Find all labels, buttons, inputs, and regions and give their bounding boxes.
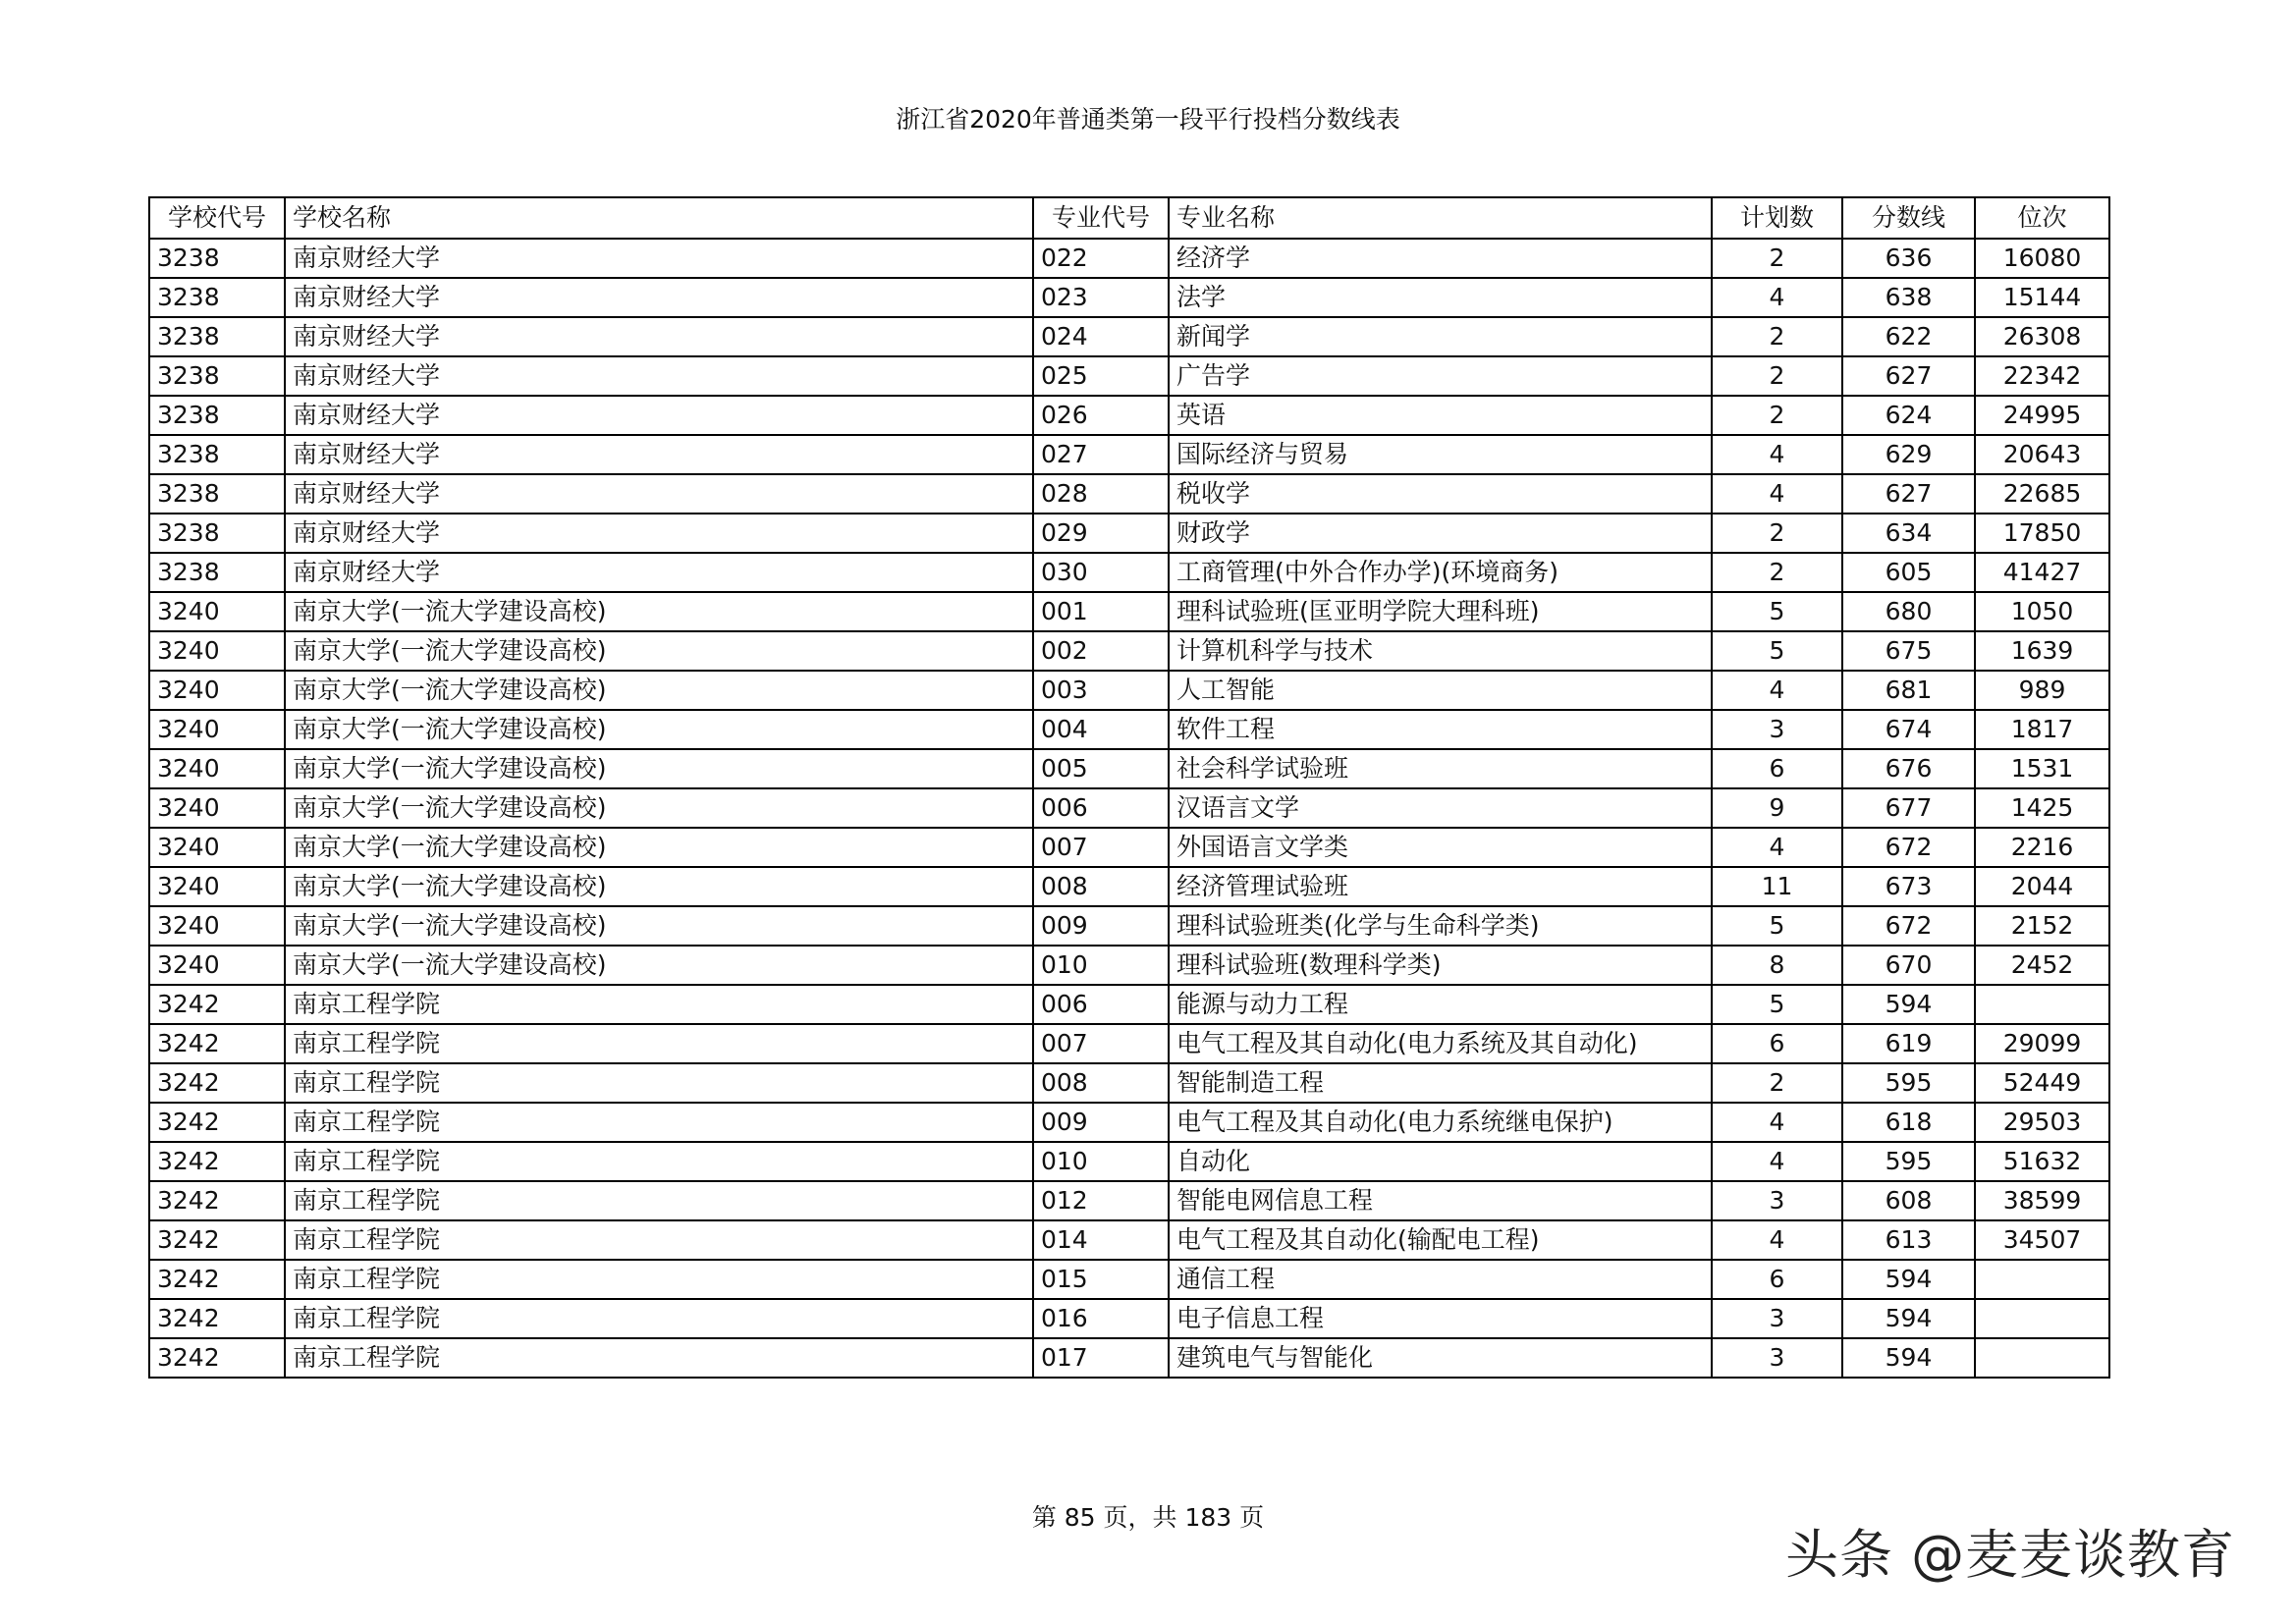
cell-score: 674 (1842, 710, 1975, 749)
cell-plan: 4 (1712, 435, 1842, 474)
cell-rank (1975, 1338, 2109, 1378)
cell-school-name: 南京工程学院 (285, 1299, 1033, 1338)
cell-plan: 4 (1712, 474, 1842, 514)
table-row (149, 788, 2109, 828)
table-row (149, 1063, 2109, 1103)
cell-plan: 2 (1712, 514, 1842, 553)
table-row (149, 553, 2109, 592)
table-row (149, 514, 2109, 553)
cell-school-code: 3240 (149, 592, 285, 631)
page-footer: 第 85 页，共 183 页 (1031, 1503, 1265, 1532)
cell-school-code: 3238 (149, 435, 285, 474)
header-major-name: 专业名称 (1169, 197, 1712, 239)
cell-school-name: 南京工程学院 (285, 1338, 1033, 1378)
cell-plan: 4 (1712, 671, 1842, 710)
cell-rank: 51632 (1975, 1142, 2109, 1181)
header-row (149, 197, 2109, 239)
cell-score: 675 (1842, 631, 1975, 671)
cell-plan: 4 (1712, 828, 1842, 867)
cell-school-code: 3242 (149, 1142, 285, 1181)
cell-school-code: 3242 (149, 1338, 285, 1378)
cell-score: 618 (1842, 1103, 1975, 1142)
cell-score: 672 (1842, 828, 1975, 867)
cell-major-code: 012 (1033, 1181, 1169, 1220)
cell-rank (1975, 1260, 2109, 1299)
table-row (149, 985, 2109, 1024)
cell-school-code: 3240 (149, 788, 285, 828)
cell-score: 594 (1842, 985, 1975, 1024)
cell-plan: 3 (1712, 1181, 1842, 1220)
cell-school-code: 3242 (149, 1299, 285, 1338)
cell-rank: 1817 (1975, 710, 2109, 749)
cell-rank: 1425 (1975, 788, 2109, 828)
cell-rank: 20643 (1975, 435, 2109, 474)
cell-rank: 52449 (1975, 1063, 2109, 1103)
cell-plan: 3 (1712, 1338, 1842, 1378)
table-row (149, 1260, 2109, 1299)
cell-major-code: 003 (1033, 671, 1169, 710)
cell-rank: 34507 (1975, 1220, 2109, 1260)
cell-major-code: 027 (1033, 435, 1169, 474)
cell-rank: 2452 (1975, 946, 2109, 985)
cell-major-name: 电子信息工程 (1169, 1299, 1712, 1338)
cell-school-name: 南京大学(一流大学建设高校) (285, 749, 1033, 788)
cell-school-code: 3242 (149, 1063, 285, 1103)
cell-school-code: 3240 (149, 631, 285, 671)
cell-school-name: 南京财经大学 (285, 553, 1033, 592)
cell-score: 622 (1842, 317, 1975, 356)
cell-school-name: 南京财经大学 (285, 435, 1033, 474)
cell-score: 672 (1842, 906, 1975, 946)
cell-school-code: 3242 (149, 985, 285, 1024)
table-row (149, 435, 2109, 474)
cell-school-code: 3238 (149, 356, 285, 396)
cell-school-name: 南京工程学院 (285, 1220, 1033, 1260)
header-rank: 位次 (1975, 197, 2109, 239)
cell-major-name: 汉语言文学 (1169, 788, 1712, 828)
cell-school-code: 3240 (149, 867, 285, 906)
cell-score: 638 (1842, 278, 1975, 317)
cell-school-name: 南京财经大学 (285, 317, 1033, 356)
cell-school-code: 3238 (149, 474, 285, 514)
cell-major-code: 009 (1033, 906, 1169, 946)
cell-school-name: 南京财经大学 (285, 514, 1033, 553)
cell-plan: 4 (1712, 1142, 1842, 1181)
cell-school-name: 南京工程学院 (285, 1181, 1033, 1220)
cell-rank: 989 (1975, 671, 2109, 710)
cell-major-code: 008 (1033, 867, 1169, 906)
cell-school-name: 南京大学(一流大学建设高校) (285, 710, 1033, 749)
table-row (149, 631, 2109, 671)
cell-score: 676 (1842, 749, 1975, 788)
cell-score: 594 (1842, 1299, 1975, 1338)
cell-major-name: 税收学 (1169, 474, 1712, 514)
cell-school-code: 3240 (149, 946, 285, 985)
cell-school-name: 南京大学(一流大学建设高校) (285, 788, 1033, 828)
cell-major-name: 理科试验班类(化学与生命科学类) (1169, 906, 1712, 946)
cell-rank (1975, 985, 2109, 1024)
table-row (149, 671, 2109, 710)
cell-major-code: 004 (1033, 710, 1169, 749)
cell-plan: 2 (1712, 1063, 1842, 1103)
cell-plan: 8 (1712, 946, 1842, 985)
table-row (149, 474, 2109, 514)
cell-plan: 9 (1712, 788, 1842, 828)
cell-major-name: 法学 (1169, 278, 1712, 317)
cell-major-code: 025 (1033, 356, 1169, 396)
cell-major-code: 005 (1033, 749, 1169, 788)
cell-rank: 15144 (1975, 278, 2109, 317)
cell-school-name: 南京工程学院 (285, 1260, 1033, 1299)
cell-school-name: 南京财经大学 (285, 356, 1033, 396)
cell-major-code: 001 (1033, 592, 1169, 631)
table-row (149, 592, 2109, 631)
cell-rank: 22685 (1975, 474, 2109, 514)
cell-major-name: 经济学 (1169, 239, 1712, 278)
cell-major-code: 015 (1033, 1260, 1169, 1299)
cell-plan: 5 (1712, 592, 1842, 631)
cell-rank: 2044 (1975, 867, 2109, 906)
cell-school-name: 南京大学(一流大学建设高校) (285, 828, 1033, 867)
cell-school-code: 3238 (149, 317, 285, 356)
score-table (148, 196, 2110, 1379)
header-school-code: 学校代号 (149, 197, 285, 239)
cell-school-name: 南京财经大学 (285, 474, 1033, 514)
cell-score: 624 (1842, 396, 1975, 435)
table-body (149, 239, 2109, 1378)
cell-school-name: 南京工程学院 (285, 1024, 1033, 1063)
cell-major-code: 006 (1033, 985, 1169, 1024)
cell-major-code: 029 (1033, 514, 1169, 553)
cell-major-name: 人工智能 (1169, 671, 1712, 710)
header-school-name: 学校名称 (285, 197, 1033, 239)
table-row (149, 1220, 2109, 1260)
cell-rank: 29099 (1975, 1024, 2109, 1063)
cell-plan: 5 (1712, 985, 1842, 1024)
cell-score: 608 (1842, 1181, 1975, 1220)
cell-school-name: 南京工程学院 (285, 1142, 1033, 1181)
cell-plan: 6 (1712, 749, 1842, 788)
cell-major-name: 电气工程及其自动化(电力系统及其自动化) (1169, 1024, 1712, 1063)
cell-plan: 6 (1712, 1260, 1842, 1299)
cell-school-code: 3242 (149, 1181, 285, 1220)
cell-rank: 17850 (1975, 514, 2109, 553)
cell-school-name: 南京工程学院 (285, 985, 1033, 1024)
header-plan: 计划数 (1712, 197, 1842, 239)
cell-plan: 2 (1712, 317, 1842, 356)
table-row (149, 1142, 2109, 1181)
cell-school-name: 南京大学(一流大学建设高校) (285, 867, 1033, 906)
cell-major-name: 通信工程 (1169, 1260, 1712, 1299)
cell-school-code: 3240 (149, 906, 285, 946)
cell-rank (1975, 1299, 2109, 1338)
table-row (149, 710, 2109, 749)
cell-score: 636 (1842, 239, 1975, 278)
cell-score: 681 (1842, 671, 1975, 710)
table-row (149, 1103, 2109, 1142)
cell-major-name: 广告学 (1169, 356, 1712, 396)
cell-major-code: 009 (1033, 1103, 1169, 1142)
cell-school-code: 3238 (149, 514, 285, 553)
cell-major-code: 008 (1033, 1063, 1169, 1103)
cell-major-name: 计算机科学与技术 (1169, 631, 1712, 671)
cell-plan: 6 (1712, 1024, 1842, 1063)
cell-major-code: 014 (1033, 1220, 1169, 1260)
cell-school-code: 3240 (149, 749, 285, 788)
cell-major-name: 社会科学试验班 (1169, 749, 1712, 788)
cell-major-name: 智能制造工程 (1169, 1063, 1712, 1103)
cell-major-name: 工商管理(中外合作办学)(环境商务) (1169, 553, 1712, 592)
cell-plan: 3 (1712, 1299, 1842, 1338)
cell-score: 670 (1842, 946, 1975, 985)
cell-school-code: 3242 (149, 1220, 285, 1260)
cell-plan: 2 (1712, 356, 1842, 396)
cell-score: 627 (1842, 356, 1975, 396)
cell-plan: 3 (1712, 710, 1842, 749)
cell-school-name: 南京大学(一流大学建设高校) (285, 631, 1033, 671)
cell-major-code: 028 (1033, 474, 1169, 514)
table-row (149, 278, 2109, 317)
cell-score: 595 (1842, 1063, 1975, 1103)
cell-school-name: 南京大学(一流大学建设高校) (285, 906, 1033, 946)
cell-major-code: 007 (1033, 828, 1169, 867)
cell-major-code: 006 (1033, 788, 1169, 828)
cell-school-name: 南京工程学院 (285, 1063, 1033, 1103)
cell-plan: 5 (1712, 631, 1842, 671)
cell-plan: 4 (1712, 1103, 1842, 1142)
cell-plan: 4 (1712, 278, 1842, 317)
cell-major-name: 建筑电气与智能化 (1169, 1338, 1712, 1378)
cell-score: 594 (1842, 1338, 1975, 1378)
cell-rank: 2152 (1975, 906, 2109, 946)
cell-rank: 38599 (1975, 1181, 2109, 1220)
cell-major-code: 016 (1033, 1299, 1169, 1338)
cell-rank: 1639 (1975, 631, 2109, 671)
cell-major-code: 022 (1033, 239, 1169, 278)
table-row (149, 239, 2109, 278)
cell-school-code: 3238 (149, 396, 285, 435)
cell-plan: 5 (1712, 906, 1842, 946)
cell-major-code: 024 (1033, 317, 1169, 356)
cell-score: 627 (1842, 474, 1975, 514)
watermark: 头条 @麦麦谈教育 (1785, 1524, 2236, 1586)
cell-school-code: 3238 (149, 278, 285, 317)
cell-school-name: 南京大学(一流大学建设高校) (285, 946, 1033, 985)
cell-major-code: 010 (1033, 946, 1169, 985)
cell-school-code: 3240 (149, 710, 285, 749)
cell-plan: 4 (1712, 1220, 1842, 1260)
cell-rank: 1050 (1975, 592, 2109, 631)
cell-rank: 2216 (1975, 828, 2109, 867)
table-row (149, 1299, 2109, 1338)
cell-plan: 2 (1712, 239, 1842, 278)
cell-major-name: 电气工程及其自动化(输配电工程) (1169, 1220, 1712, 1260)
cell-major-name: 理科试验班(匡亚明学院大理科班) (1169, 592, 1712, 631)
cell-score: 629 (1842, 435, 1975, 474)
cell-rank: 24995 (1975, 396, 2109, 435)
cell-school-code: 3240 (149, 671, 285, 710)
header-score: 分数线 (1842, 197, 1975, 239)
table-row (149, 1024, 2109, 1063)
table-row (149, 1338, 2109, 1378)
table-row (149, 828, 2109, 867)
table-row (149, 867, 2109, 906)
cell-school-name: 南京工程学院 (285, 1103, 1033, 1142)
cell-school-code: 3242 (149, 1260, 285, 1299)
cell-school-code: 3240 (149, 828, 285, 867)
cell-score: 605 (1842, 553, 1975, 592)
cell-score: 594 (1842, 1260, 1975, 1299)
cell-major-name: 自动化 (1169, 1142, 1712, 1181)
cell-major-name: 软件工程 (1169, 710, 1712, 749)
cell-major-name: 外国语言文学类 (1169, 828, 1712, 867)
cell-score: 613 (1842, 1220, 1975, 1260)
cell-rank: 29503 (1975, 1103, 2109, 1142)
cell-plan: 2 (1712, 553, 1842, 592)
table-row (149, 946, 2109, 985)
cell-major-name: 国际经济与贸易 (1169, 435, 1712, 474)
cell-rank: 22342 (1975, 356, 2109, 396)
cell-rank: 41427 (1975, 553, 2109, 592)
cell-major-code: 030 (1033, 553, 1169, 592)
cell-major-code: 017 (1033, 1338, 1169, 1378)
table-header (149, 197, 2109, 239)
cell-score: 619 (1842, 1024, 1975, 1063)
cell-school-name: 南京财经大学 (285, 396, 1033, 435)
cell-major-code: 007 (1033, 1024, 1169, 1063)
table-row (149, 396, 2109, 435)
cell-school-code: 3242 (149, 1103, 285, 1142)
cell-rank: 26308 (1975, 317, 2109, 356)
cell-major-code: 026 (1033, 396, 1169, 435)
cell-score: 634 (1842, 514, 1975, 553)
cell-major-name: 智能电网信息工程 (1169, 1181, 1712, 1220)
table-row (149, 749, 2109, 788)
cell-major-code: 002 (1033, 631, 1169, 671)
cell-rank: 1531 (1975, 749, 2109, 788)
cell-score: 595 (1842, 1142, 1975, 1181)
cell-major-name: 电气工程及其自动化(电力系统继电保护) (1169, 1103, 1712, 1142)
cell-score: 677 (1842, 788, 1975, 828)
table-row (149, 1181, 2109, 1220)
cell-school-name: 南京大学(一流大学建设高校) (285, 671, 1033, 710)
table-row (149, 317, 2109, 356)
cell-score: 680 (1842, 592, 1975, 631)
cell-school-name: 南京大学(一流大学建设高校) (285, 592, 1033, 631)
cell-plan: 11 (1712, 867, 1842, 906)
cell-school-code: 3238 (149, 553, 285, 592)
cell-major-name: 财政学 (1169, 514, 1712, 553)
cell-major-name: 新闻学 (1169, 317, 1712, 356)
cell-plan: 2 (1712, 396, 1842, 435)
cell-major-name: 理科试验班(数理科学类) (1169, 946, 1712, 985)
header-major-code: 专业代号 (1033, 197, 1169, 239)
page-title: 浙江省2020年普通类第一段平行投档分数线表 (896, 105, 1400, 134)
cell-major-name: 能源与动力工程 (1169, 985, 1712, 1024)
cell-major-name: 经济管理试验班 (1169, 867, 1712, 906)
table-row (149, 906, 2109, 946)
cell-major-name: 英语 (1169, 396, 1712, 435)
cell-school-code: 3242 (149, 1024, 285, 1063)
cell-rank: 16080 (1975, 239, 2109, 278)
cell-school-name: 南京财经大学 (285, 278, 1033, 317)
cell-score: 673 (1842, 867, 1975, 906)
cell-major-code: 010 (1033, 1142, 1169, 1181)
cell-major-code: 023 (1033, 278, 1169, 317)
cell-school-name: 南京财经大学 (285, 239, 1033, 278)
table-row (149, 356, 2109, 396)
cell-school-code: 3238 (149, 239, 285, 278)
